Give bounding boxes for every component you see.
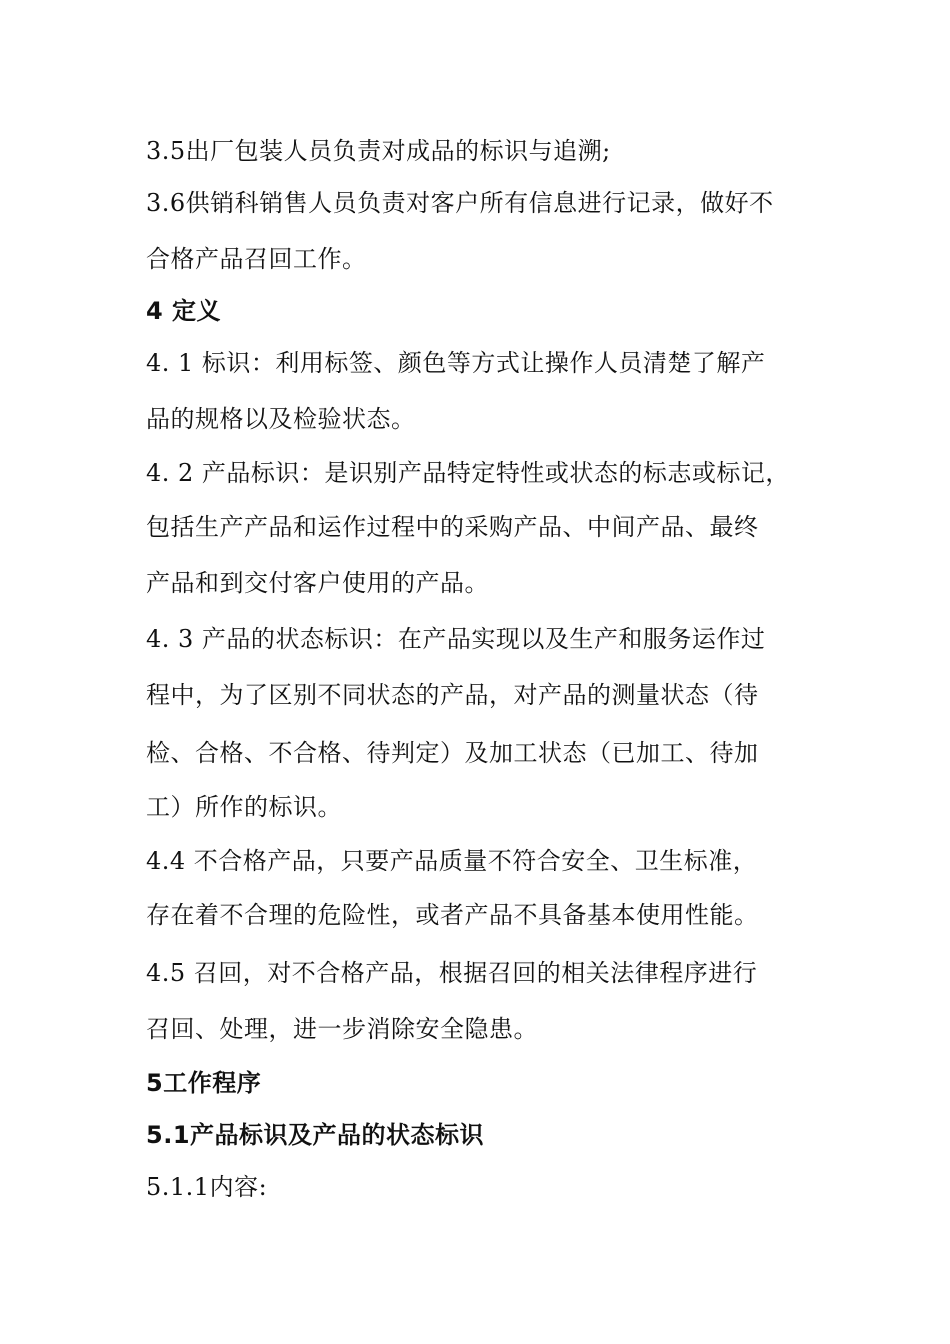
paragraph-4-5-line-1: 4.5 召回，对不合格产品，根据召回的相关法律程序进行 [146,959,758,987]
paragraph-4-3-line-4: 工）所作的标识。 [146,793,342,821]
subsection-heading-5-1: 5.1产品标识及产品的状态标识 [146,1121,485,1149]
paragraph-5-1-1: 5.1.1内容: [146,1173,268,1201]
section-heading-4: 4 定义 [146,297,222,325]
paragraph-4-3-line-1: 4. 3 产品的状态标识：在产品实现以及生产和服务运作过 [146,625,766,653]
paragraph-4-1-line-2: 品的规格以及检验状态。 [146,405,416,433]
paragraph-4-4-line-1: 4.4 不合格产品，只要产品质量不符合安全、卫生标准， [146,847,758,875]
paragraph-4-2-line-2: 包括生产产品和运作过程中的采购产品、中间产品、最终 [146,513,759,541]
paragraph-4-5-line-2: 召回、处理，进一步消除安全隐患。 [146,1015,538,1043]
paragraph-3-6-line-1: 3.6供销科销售人员负责对客户所有信息进行记录，做好不 [146,189,774,217]
section-heading-5: 5工作程序 [146,1069,262,1097]
paragraph-3-5: 3.5出厂包装人员负责对成品的标识与追溯; [146,137,611,165]
paragraph-4-3-line-3: 检、合格、不合格、待判定）及加工状态（已加工、待加 [146,739,759,767]
paragraph-4-2-line-1: 4. 2 产品标识：是识别产品特定特性或状态的标志或标记， [146,459,790,487]
paragraph-3-6-line-2: 合格产品召回工作。 [146,245,367,273]
paragraph-4-3-line-2: 程中，为了区别不同状态的产品，对产品的测量状态（待 [146,681,759,709]
paragraph-4-2-line-3: 产品和到交付客户使用的产品。 [146,569,489,597]
paragraph-4-4-line-2: 存在着不合理的危险性，或者产品不具备基本使用性能。 [146,901,759,929]
paragraph-4-1-line-1: 4. 1 标识：利用标签、颜色等方式让操作人员清楚了解产 [146,349,766,377]
